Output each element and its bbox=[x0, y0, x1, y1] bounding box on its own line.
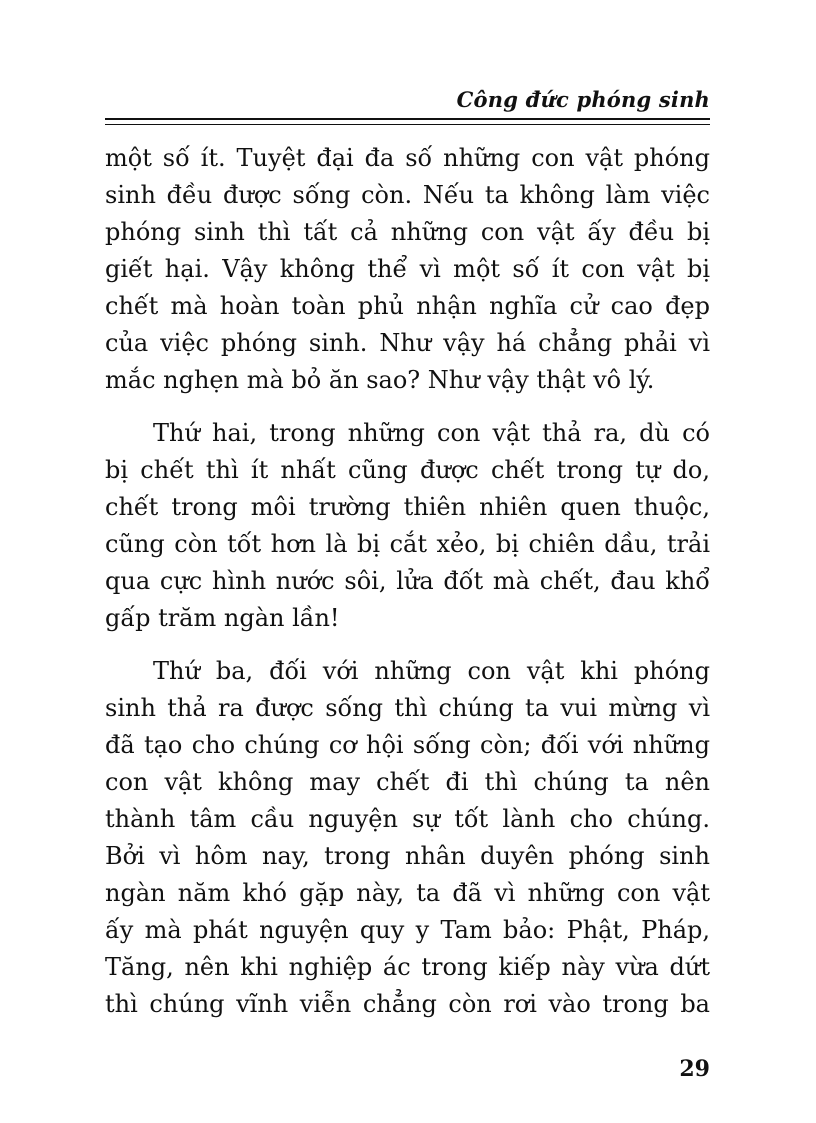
text-line: sinh thả ra được sống thì chúng ta vui mừng vì bbox=[105, 694, 710, 722]
text-line: cũng còn tốt hơn là bị cắt xẻo, bị chiên dầu, trải bbox=[105, 530, 710, 558]
text-line: thì chúng vĩnh viễn chẳng còn rơi vào trong ba bbox=[105, 990, 710, 1018]
text-line: Thứ ba, đối với những con vật khi phóng bbox=[153, 657, 710, 685]
header-rule-thick bbox=[105, 118, 710, 120]
paragraph-1 bbox=[105, 140, 710, 399]
text-line: của việc phóng sinh. Như vậy há chẳng phải vì bbox=[105, 329, 710, 357]
text-line: gấp trăm ngàn lần! bbox=[105, 604, 340, 632]
text-line: giết hại. Vậy không thể vì một số ít con vật bị bbox=[105, 255, 710, 283]
text-line: phóng sinh thì tất cả những con vật ấy đều bị bbox=[105, 218, 710, 246]
text-line: mắc nghẹn mà bỏ ăn sao? Như vậy thật vô lý. bbox=[105, 366, 655, 394]
header-rule-thin bbox=[105, 124, 710, 125]
paragraph-3 bbox=[105, 653, 710, 1023]
text-line: chết mà hoàn toàn phủ nhận nghĩa cử cao đẹp bbox=[105, 292, 710, 320]
text-line: sinh đều được sống còn. Nếu ta không làm việc bbox=[105, 181, 710, 209]
paragraph-2 bbox=[105, 415, 710, 637]
text-line: Bởi vì hôm nay, trong nhân duyên phóng sinh bbox=[105, 842, 710, 870]
text-line: Thứ hai, trong những con vật thả ra, dù có bbox=[153, 419, 710, 447]
text-line: đã tạo cho chúng cơ hội sống còn; đối với những bbox=[105, 731, 710, 759]
text-line: chết trong môi trường thiên nhiên quen thuộc, bbox=[105, 493, 710, 521]
text-line: Tăng, nên khi nghiệp ác trong kiếp này vừa dứt bbox=[105, 953, 710, 981]
text-line: bị chết thì ít nhất cũng được chết trong tự do, bbox=[105, 456, 710, 484]
body-text bbox=[105, 140, 710, 1023]
text-line: ngàn năm khó gặp này, ta đã vì những con vật bbox=[105, 879, 710, 907]
text-line: một số ít. Tuyệt đại đa số những con vật phóng bbox=[105, 144, 710, 172]
running-header-title: Công đức phóng sinh bbox=[456, 87, 710, 112]
page-number: 29 bbox=[679, 1056, 710, 1082]
text-line: con vật không may chết đi thì chúng ta nên bbox=[105, 768, 710, 796]
text-line: qua cực hình nước sôi, lửa đốt mà chết, đau khổ bbox=[105, 567, 710, 595]
text-line: ấy mà phát nguyện quy y Tam bảo: Phật, Pháp, bbox=[105, 916, 710, 944]
text-line: thành tâm cầu nguyện sự tốt lành cho chúng. bbox=[105, 805, 710, 833]
